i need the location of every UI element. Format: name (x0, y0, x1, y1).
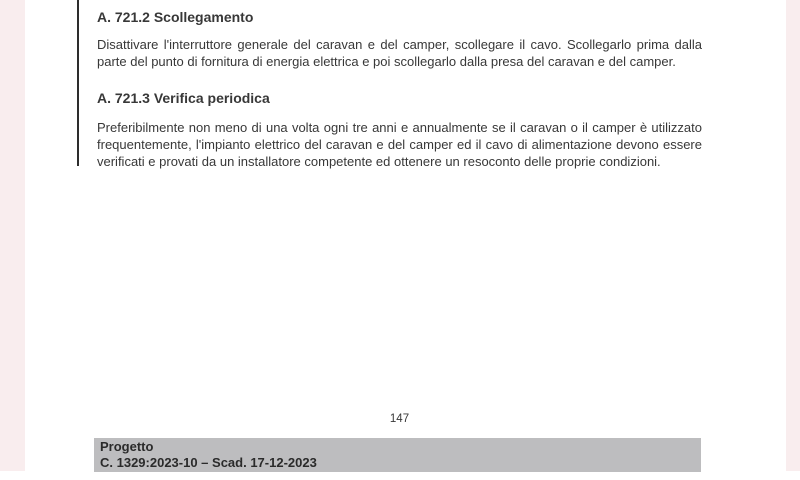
section-body-721-2: Disattivare l'interruttore generale del caravan e del camper, scollegare il cavo. Scollegarlo prima dalla parte del punto di fornitura di energia elettrica e poi scollegarlo dalla presa del caravan e del camper. (97, 37, 702, 69)
footer-draft-label: Progetto (100, 439, 154, 454)
footer-status-bar (94, 438, 701, 472)
page-edge-strip-right (786, 0, 800, 471)
section-body-721-3: Preferibilmente non meno di una volta ogni tre anni e annualmente se il caravan o il camper è utilizzato frequentemente, l'impianto elettrico del caravan e del camper ed il cavo di alimentazione devono essere verificati e provati da un installatore competente ed ottenere un resoconto delle proprie condizioni. (97, 120, 702, 169)
section-heading-721-3: A. 721.3 Verifica periodica (97, 90, 270, 106)
page-edge-strip-left (0, 0, 25, 471)
page-content (97, 0, 702, 420)
page-number: 147 (389, 413, 410, 425)
revision-change-bar (77, 0, 79, 166)
footer-project-code: C. 1329:2023-10 – Scad. 17-12-2023 (100, 455, 317, 470)
section-heading-721-2: A. 721.2 Scollegamento (97, 9, 254, 25)
